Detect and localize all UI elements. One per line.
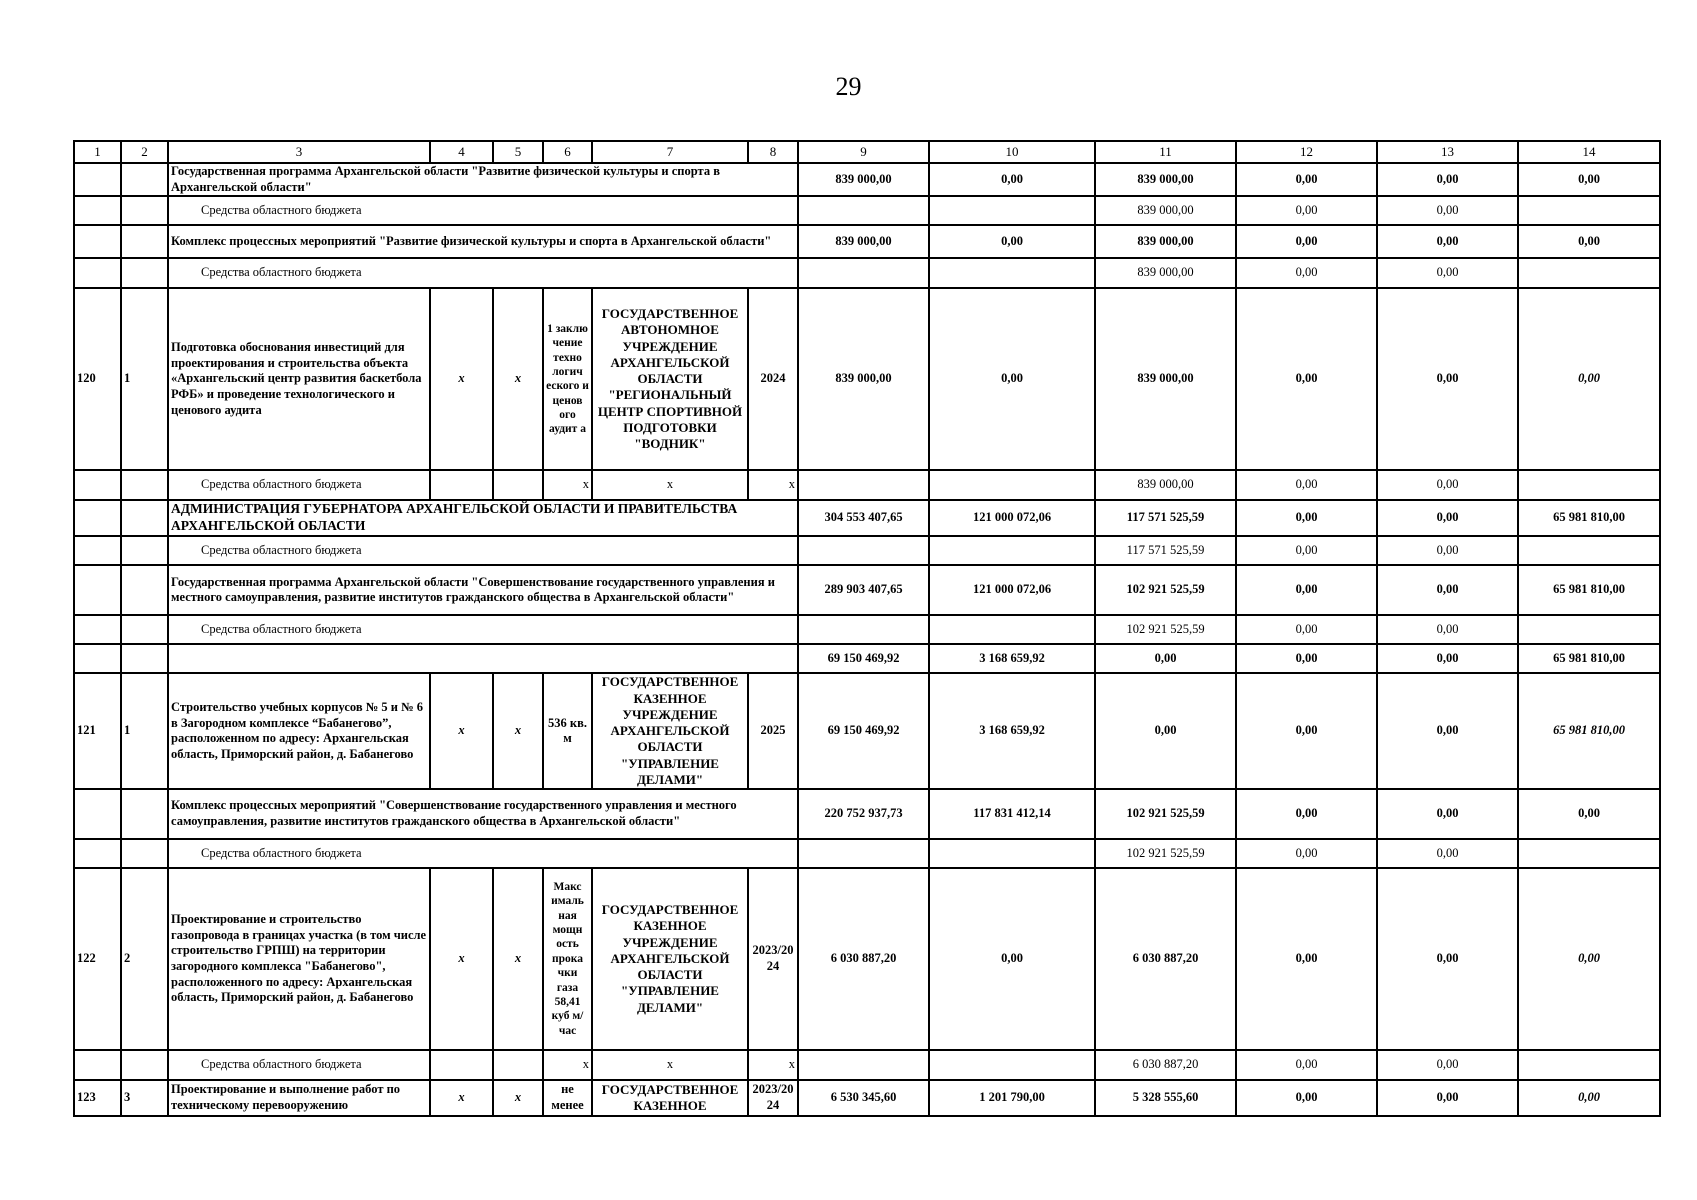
table-row bbox=[74, 644, 1660, 673]
table-row bbox=[74, 789, 1660, 839]
cell-c6: Макс ималь ная мощн ость прока чки газа 58,41 куб м/час bbox=[543, 868, 592, 1050]
cell-c10 bbox=[929, 839, 1095, 868]
cell-sub bbox=[121, 258, 168, 288]
cell-c10: 121 000 072,06 bbox=[929, 565, 1095, 615]
cell-c9: 304 553 407,65 bbox=[798, 500, 929, 536]
cell-num: 122 bbox=[74, 868, 121, 1050]
cell-sub bbox=[121, 500, 168, 536]
cell-year: 2024 bbox=[748, 288, 798, 470]
funding-source-label: Средства областного бюджета bbox=[168, 258, 798, 288]
cell-c9: 289 903 407,65 bbox=[798, 565, 929, 615]
cell-c14 bbox=[1518, 1050, 1660, 1080]
cell-c5: x bbox=[493, 673, 543, 789]
cell-c4: x bbox=[430, 868, 493, 1050]
cell-c6: х bbox=[543, 470, 592, 500]
administration-title: АДМИНИСТРАЦИЯ ГУБЕРНАТОРА АРХАНГЕЛЬСКОЙ ОБЛАСТИ И ПРАВИТЕЛЬСТВА АРХАНГЕЛЬСКОЙ ОБЛАСТИ bbox=[168, 500, 798, 536]
cell-c4: x bbox=[430, 1080, 493, 1116]
table-row bbox=[74, 839, 1660, 868]
cell-c9: 6 030 887,20 bbox=[798, 868, 929, 1050]
col-number-4: 4 bbox=[430, 141, 493, 163]
cell-c10: 0,00 bbox=[929, 225, 1095, 258]
cell-sub bbox=[121, 1050, 168, 1080]
cell-c5 bbox=[493, 1050, 543, 1080]
cell-c14: 65 981 810,00 bbox=[1518, 565, 1660, 615]
cell-c4: x bbox=[430, 288, 493, 470]
cell-sub bbox=[121, 536, 168, 565]
cell-c9: 839 000,00 bbox=[798, 163, 929, 196]
cell-c10: 0,00 bbox=[929, 163, 1095, 196]
cell-event-name: Проектирование и строительство газопровода в границах участка (в том числе строительство ГРПШ) на территории загородного комплекса "Бабанегово", расположенного по адресу: Архангельская область, Приморский район, д. Бабанегово bbox=[168, 868, 430, 1050]
cell-num: 120 bbox=[74, 288, 121, 470]
cell-c13: 0,00 bbox=[1377, 644, 1518, 673]
cell-c11: 117 571 525,59 bbox=[1095, 500, 1236, 536]
cell-c11: 6 030 887,20 bbox=[1095, 868, 1236, 1050]
cell-c10 bbox=[929, 1050, 1095, 1080]
complex-title: Комплекс процессных мероприятий "Развитие физической культуры и спорта в Архангельской области" bbox=[168, 225, 798, 258]
budget-table bbox=[73, 140, 1661, 1117]
cell-c12: 0,00 bbox=[1236, 470, 1377, 500]
cell-c9: 839 000,00 bbox=[798, 225, 929, 258]
table-row bbox=[74, 868, 1660, 1050]
cell-year: 2023/20 24 bbox=[748, 1080, 798, 1116]
cell-event-name: Проектирование и выполнение работ по техническому перевооружению bbox=[168, 1080, 430, 1116]
funding-source-label: Средства областного бюджета bbox=[168, 615, 798, 644]
cell-sub bbox=[121, 644, 168, 673]
cell-c11: 839 000,00 bbox=[1095, 470, 1236, 500]
cell-c9: 69 150 469,92 bbox=[798, 644, 929, 673]
cell-organization: х bbox=[592, 470, 748, 500]
cell-c12: 0,00 bbox=[1236, 163, 1377, 196]
cell-c9 bbox=[798, 258, 929, 288]
cell-c13: 0,00 bbox=[1377, 536, 1518, 565]
cell-year: 2023/20 24 bbox=[748, 868, 798, 1050]
cell-c12: 0,00 bbox=[1236, 839, 1377, 868]
cell-event-name: Строительство учебных корпусов № 5 и № 6 в Загородном комплексе “Бабанегово”, расположенном по адресу: Архангельская область, Приморский район, д. Бабанегово bbox=[168, 673, 430, 789]
cell-num bbox=[74, 500, 121, 536]
table-row bbox=[74, 673, 1660, 789]
cell-sub bbox=[121, 470, 168, 500]
cell-c12: 0,00 bbox=[1236, 500, 1377, 536]
cell-c14: 65 981 810,00 bbox=[1518, 644, 1660, 673]
cell-c13: 0,00 bbox=[1377, 288, 1518, 470]
cell-sub bbox=[121, 615, 168, 644]
cell-c12: 0,00 bbox=[1236, 673, 1377, 789]
cell-c6: не менее bbox=[543, 1080, 592, 1116]
cell-sub: 2 bbox=[121, 868, 168, 1050]
cell-c11: 839 000,00 bbox=[1095, 288, 1236, 470]
cell-c14 bbox=[1518, 615, 1660, 644]
cell-num bbox=[74, 536, 121, 565]
col-number-11: 11 bbox=[1095, 141, 1236, 163]
cell-c9: 6 530 345,60 bbox=[798, 1080, 929, 1116]
cell-num bbox=[74, 163, 121, 196]
cell-num: 123 bbox=[74, 1080, 121, 1116]
table-row bbox=[74, 615, 1660, 644]
table-row bbox=[74, 163, 1660, 196]
cell-sub bbox=[121, 225, 168, 258]
cell-c10 bbox=[929, 615, 1095, 644]
cell-c12: 0,00 bbox=[1236, 789, 1377, 839]
table-row bbox=[74, 225, 1660, 258]
cell-c12: 0,00 bbox=[1236, 225, 1377, 258]
cell-num bbox=[74, 644, 121, 673]
cell-c14: 0,00 bbox=[1518, 1080, 1660, 1116]
cell-num bbox=[74, 615, 121, 644]
cell-sub bbox=[121, 163, 168, 196]
cell-num bbox=[74, 470, 121, 500]
cell-c11: 839 000,00 bbox=[1095, 163, 1236, 196]
cell-num bbox=[74, 565, 121, 615]
program-title: Государственная программа Архангельской области "Совершенствование государственного управления и местного самоуправления, развитие институтов гражданского общества в Архангельской области" bbox=[168, 565, 798, 615]
cell-c13: 0,00 bbox=[1377, 615, 1518, 644]
cell-c10: 121 000 072,06 bbox=[929, 500, 1095, 536]
cell-sub: 1 bbox=[121, 288, 168, 470]
cell-num bbox=[74, 1050, 121, 1080]
cell-year: х bbox=[748, 470, 798, 500]
funding-source-label: Средства областного бюджета bbox=[168, 839, 798, 868]
col-number-8: 8 bbox=[748, 141, 798, 163]
cell-sub: 3 bbox=[121, 1080, 168, 1116]
table-row bbox=[74, 500, 1660, 536]
cell-c14: 0,00 bbox=[1518, 225, 1660, 258]
table-row bbox=[74, 1050, 1660, 1080]
cell-organization: ГОСУДАРСТВЕННОЕ АВТОНОМНОЕ УЧРЕЖДЕНИЕ АРХАНГЕЛЬСКОЙ ОБЛАСТИ "РЕГИОНАЛЬНЫЙ ЦЕНТР СПОРТИВНОЙ ПОДГОТОВКИ "ВОДНИК" bbox=[592, 288, 748, 470]
cell-num: 121 bbox=[74, 673, 121, 789]
col-number-5: 5 bbox=[493, 141, 543, 163]
cell-year: 2025 bbox=[748, 673, 798, 789]
cell-c13: 0,00 bbox=[1377, 673, 1518, 789]
table-row bbox=[74, 258, 1660, 288]
cell-c14 bbox=[1518, 258, 1660, 288]
funding-source-label: Средства областного бюджета bbox=[168, 196, 798, 225]
cell-c9 bbox=[798, 470, 929, 500]
cell-c12: 0,00 bbox=[1236, 644, 1377, 673]
cell-c10 bbox=[929, 470, 1095, 500]
cell-c5: x bbox=[493, 1080, 543, 1116]
cell-c12: 0,00 bbox=[1236, 288, 1377, 470]
col-number-3: 3 bbox=[168, 141, 430, 163]
col-number-1: 1 bbox=[74, 141, 121, 163]
cell-c10: 0,00 bbox=[929, 868, 1095, 1050]
cell-num bbox=[74, 225, 121, 258]
cell-c13: 0,00 bbox=[1377, 163, 1518, 196]
funding-source-label: Средства областного бюджета bbox=[168, 1050, 430, 1080]
cell-c11: 839 000,00 bbox=[1095, 225, 1236, 258]
cell-organization: ГОСУДАРСТВЕННОЕ КАЗЕННОЕ УЧРЕЖДЕНИЕ АРХАНГЕЛЬСКОЙ ОБЛАСТИ "УПРАВЛЕНИЕ ДЕЛАМИ" bbox=[592, 673, 748, 789]
cell-c13: 0,00 bbox=[1377, 1050, 1518, 1080]
cell-c5 bbox=[493, 470, 543, 500]
cell-c13: 0,00 bbox=[1377, 196, 1518, 225]
cell-c11: 839 000,00 bbox=[1095, 258, 1236, 288]
cell-c11: 0,00 bbox=[1095, 673, 1236, 789]
col-number-2: 2 bbox=[121, 141, 168, 163]
cell-c10 bbox=[929, 258, 1095, 288]
cell-c11: 102 921 525,59 bbox=[1095, 789, 1236, 839]
cell-c13: 0,00 bbox=[1377, 868, 1518, 1050]
cell-c12: 0,00 bbox=[1236, 536, 1377, 565]
col-number-13: 13 bbox=[1377, 141, 1518, 163]
cell-c13: 0,00 bbox=[1377, 565, 1518, 615]
cell-c9 bbox=[798, 536, 929, 565]
cell-c12: 0,00 bbox=[1236, 258, 1377, 288]
cell-c14 bbox=[1518, 196, 1660, 225]
cell-organization: х bbox=[592, 1050, 748, 1080]
cell-c9: 69 150 469,92 bbox=[798, 673, 929, 789]
table-row bbox=[74, 565, 1660, 615]
cell-c5: x bbox=[493, 288, 543, 470]
cell-c12: 0,00 bbox=[1236, 615, 1377, 644]
cell-c14: 0,00 bbox=[1518, 868, 1660, 1050]
table-row bbox=[74, 536, 1660, 565]
cell-sub bbox=[121, 839, 168, 868]
cell-c10: 117 831 412,14 bbox=[929, 789, 1095, 839]
col-number-10: 10 bbox=[929, 141, 1095, 163]
program-title: Государственная программа Архангельской области "Развитие физической культуры и спорта в Архангельской области" bbox=[168, 163, 798, 196]
cell-c10 bbox=[929, 196, 1095, 225]
col-number-9: 9 bbox=[798, 141, 929, 163]
cell-c11: 117 571 525,59 bbox=[1095, 536, 1236, 565]
cell-c9 bbox=[798, 1050, 929, 1080]
cell-c13: 0,00 bbox=[1377, 258, 1518, 288]
cell-c6: 1 заклю чение техно логич еского и ценов ого аудит а bbox=[543, 288, 592, 470]
table-row bbox=[74, 470, 1660, 500]
table-row bbox=[74, 288, 1660, 470]
cell-organization: ГОСУДАРСТВЕННОЕ КАЗЕННОЕ УЧРЕЖДЕНИЕ АРХАНГЕЛЬСКОЙ ОБЛАСТИ "УПРАВЛЕНИЕ ДЕЛАМИ" bbox=[592, 868, 748, 1050]
cell-sub bbox=[121, 565, 168, 615]
page-number: 29 bbox=[835, 72, 862, 101]
cell-sub bbox=[121, 789, 168, 839]
cell-c10: 3 168 659,92 bbox=[929, 644, 1095, 673]
cell-c14 bbox=[1518, 470, 1660, 500]
cell-c13: 0,00 bbox=[1377, 225, 1518, 258]
cell-organization: ГОСУДАРСТВЕННОЕ КАЗЕННОЕ bbox=[592, 1080, 748, 1116]
cell-c12: 0,00 bbox=[1236, 868, 1377, 1050]
cell-num bbox=[74, 839, 121, 868]
cell-c11: 102 921 525,59 bbox=[1095, 615, 1236, 644]
cell-c11: 6 030 887,20 bbox=[1095, 1050, 1236, 1080]
cell-c10 bbox=[929, 536, 1095, 565]
cell-c14: 65 981 810,00 bbox=[1518, 500, 1660, 536]
cell-c13: 0,00 bbox=[1377, 470, 1518, 500]
cell-num bbox=[74, 258, 121, 288]
cell-c9: 220 752 937,73 bbox=[798, 789, 929, 839]
cell-c11: 102 921 525,59 bbox=[1095, 565, 1236, 615]
col-number-12: 12 bbox=[1236, 141, 1377, 163]
cell-c11: 5 328 555,60 bbox=[1095, 1080, 1236, 1116]
cell-c14 bbox=[1518, 536, 1660, 565]
cell-c14: 0,00 bbox=[1518, 163, 1660, 196]
cell-c11: 0,00 bbox=[1095, 644, 1236, 673]
cell-c14: 65 981 810,00 bbox=[1518, 673, 1660, 789]
cell-c13: 0,00 bbox=[1377, 839, 1518, 868]
cell-c6: 536 кв. м bbox=[543, 673, 592, 789]
cell-num bbox=[74, 196, 121, 225]
cell-c4 bbox=[430, 470, 493, 500]
cell-c13: 0,00 bbox=[1377, 500, 1518, 536]
cell-c9: 839 000,00 bbox=[798, 288, 929, 470]
cell-c12: 0,00 bbox=[1236, 565, 1377, 615]
cell-c10: 1 201 790,00 bbox=[929, 1080, 1095, 1116]
cell-c12: 0,00 bbox=[1236, 1050, 1377, 1080]
table-row bbox=[74, 1080, 1660, 1116]
cell-year: х bbox=[748, 1050, 798, 1080]
cell-blank bbox=[168, 644, 798, 673]
cell-c14: 0,00 bbox=[1518, 288, 1660, 470]
column-number-row bbox=[74, 141, 1660, 163]
complex-title: Комплекс процессных мероприятий "Совершенствование государственного управления и местного самоуправления, развитие институтов гражданского общества в Архангельской области" bbox=[168, 789, 798, 839]
col-number-6: 6 bbox=[543, 141, 592, 163]
cell-c11: 839 000,00 bbox=[1095, 196, 1236, 225]
cell-c10: 0,00 bbox=[929, 288, 1095, 470]
cell-c9 bbox=[798, 615, 929, 644]
cell-c5: x bbox=[493, 868, 543, 1050]
cell-event-name: Подготовка обоснования инвестиций для проектирования и строительства объекта «Архангельский центр развития баскетбола РФБ» и проведение технологического и ценового аудита bbox=[168, 288, 430, 470]
cell-c4: x bbox=[430, 673, 493, 789]
col-number-7: 7 bbox=[592, 141, 748, 163]
cell-c13: 0,00 bbox=[1377, 789, 1518, 839]
cell-c14: 0,00 bbox=[1518, 789, 1660, 839]
cell-c11: 102 921 525,59 bbox=[1095, 839, 1236, 868]
cell-c13: 0,00 bbox=[1377, 1080, 1518, 1116]
cell-c6: х bbox=[543, 1050, 592, 1080]
cell-sub bbox=[121, 196, 168, 225]
cell-num bbox=[74, 789, 121, 839]
funding-source-label: Средства областного бюджета bbox=[168, 536, 798, 565]
cell-c12: 0,00 bbox=[1236, 196, 1377, 225]
cell-c14 bbox=[1518, 839, 1660, 868]
cell-c4 bbox=[430, 1050, 493, 1080]
table-row bbox=[74, 196, 1660, 225]
funding-source-label: Средства областного бюджета bbox=[168, 470, 430, 500]
cell-c9 bbox=[798, 839, 929, 868]
cell-c10: 3 168 659,92 bbox=[929, 673, 1095, 789]
cell-c12: 0,00 bbox=[1236, 1080, 1377, 1116]
col-number-14: 14 bbox=[1518, 141, 1660, 163]
cell-sub: 1 bbox=[121, 673, 168, 789]
cell-c9 bbox=[798, 196, 929, 225]
